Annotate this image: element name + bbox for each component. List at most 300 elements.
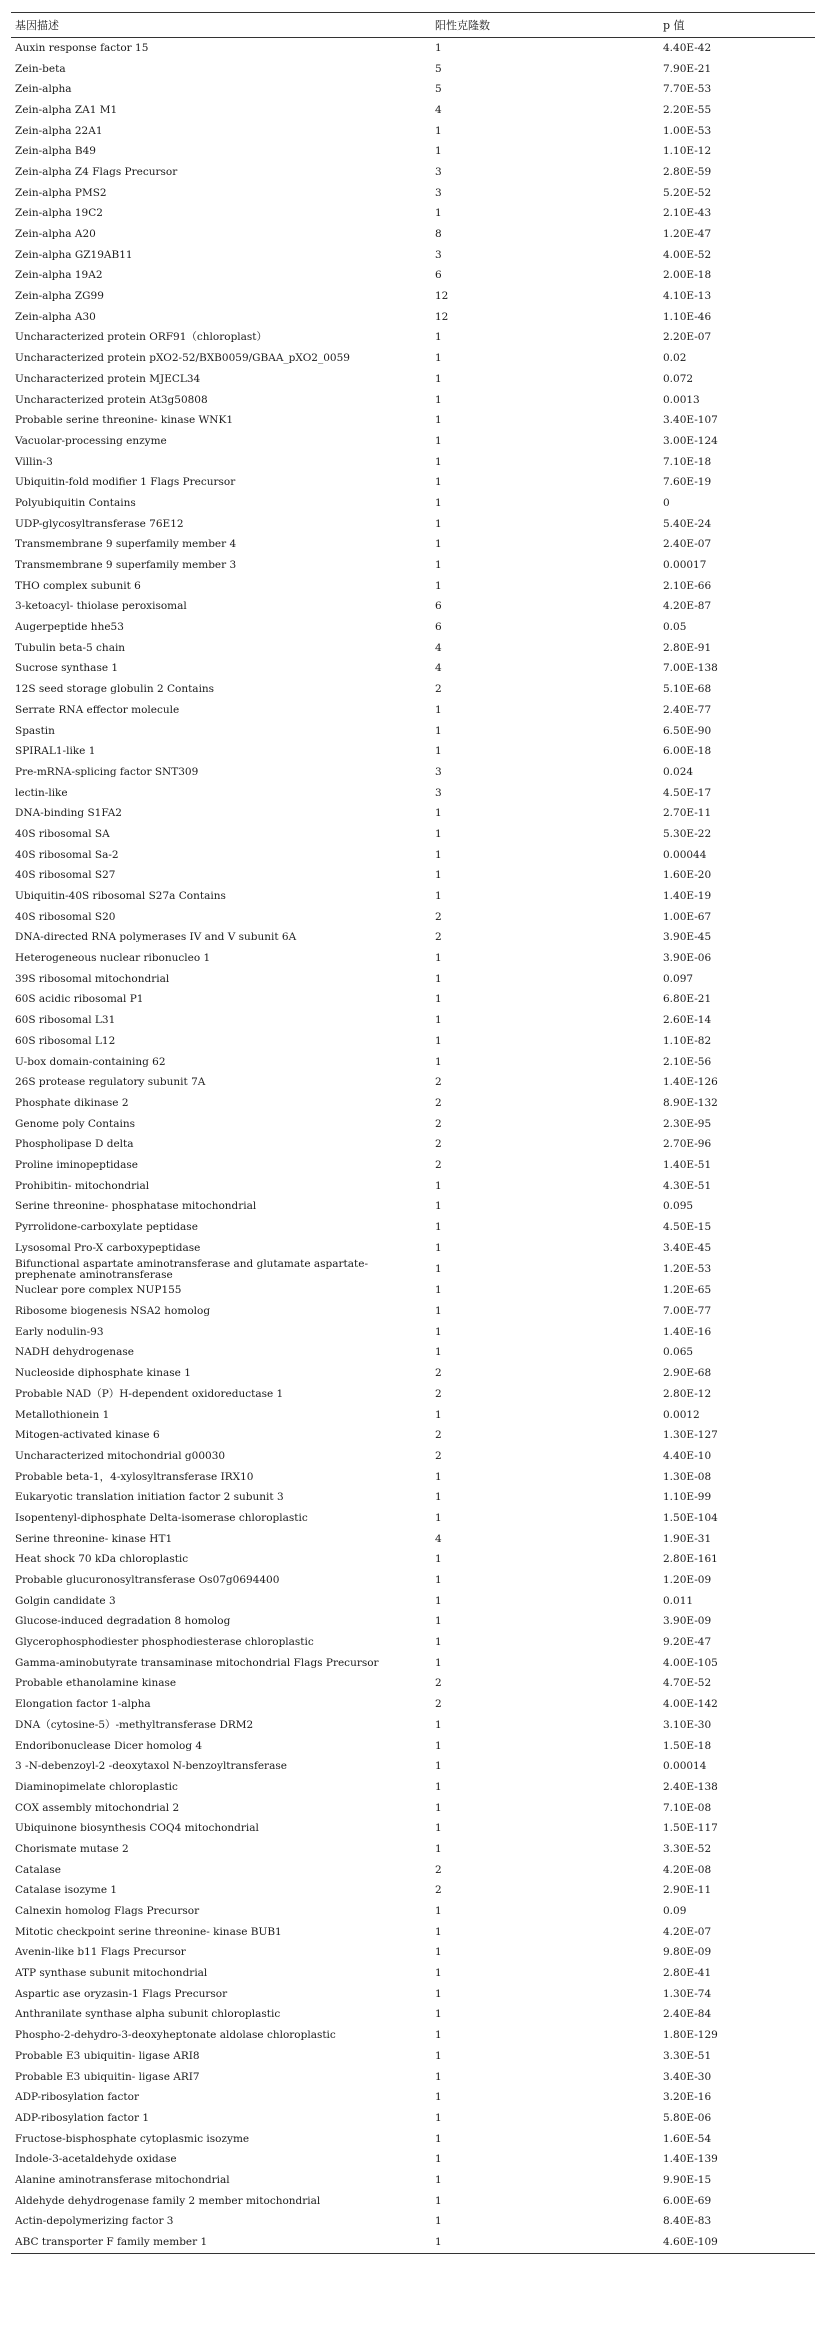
- table-row: [11, 1363, 815, 1384]
- gene-table: [11, 12, 815, 2254]
- table-row: [11, 493, 815, 514]
- gene-description-cell: Zein-beta: [15, 62, 66, 75]
- table-row: [11, 1550, 815, 1571]
- positive-clones-cell: 2: [435, 1096, 442, 1109]
- positive-clones-cell: 1: [435, 1925, 442, 1938]
- p-value-cell: 7.60E-19: [663, 476, 712, 489]
- positive-clones-cell: 1: [435, 145, 442, 158]
- p-value-cell: 4.00E-52: [663, 248, 712, 261]
- p-value-cell: 9.20E-47: [663, 1636, 712, 1649]
- p-value-cell: 4.40E-10: [663, 1449, 712, 1462]
- positive-clones-cell: 1: [435, 207, 442, 220]
- table-row: [11, 1343, 815, 1364]
- gene-description-cell: Zein-alpha PMS2: [15, 186, 107, 199]
- positive-clones-cell: 1: [435, 1346, 442, 1359]
- p-value-cell: 2.80E-161: [663, 1553, 718, 1566]
- gene-description-cell: Vacuolar-processing enzyme: [15, 434, 167, 447]
- positive-clones-cell: 1: [435, 972, 442, 985]
- gene-description-cell: Zein-alpha: [15, 83, 72, 96]
- positive-clones-cell: 1: [435, 2215, 442, 2228]
- table-row: [11, 348, 815, 369]
- p-value-cell: 2.10E-56: [663, 1055, 712, 1068]
- gene-description-cell: Probable NAD（P）H-dependent oxidoreductase 1: [15, 1387, 284, 1400]
- p-value-cell: 0.065: [663, 1346, 694, 1359]
- p-value-cell: 2.00E-18: [663, 269, 712, 282]
- table-row: [11, 1217, 815, 1238]
- table-row: [11, 2025, 815, 2046]
- gene-description-cell: U-box domain-containing 62: [15, 1055, 166, 1068]
- gene-description-cell: Probable E3 ubiquitin- ligase ARI8: [15, 2049, 200, 2062]
- positive-clones-cell: 1: [435, 2070, 442, 2083]
- p-value-cell: 1.20E-53: [663, 1263, 712, 1276]
- table-row: [11, 2005, 815, 2026]
- table-row: [11, 2108, 815, 2129]
- gene-description-cell: Anthranilate synthase alpha subunit chloroplastic: [15, 2008, 281, 2021]
- gene-description-cell: Zein-alpha 19A2: [15, 269, 103, 282]
- p-value-cell: 1.50E-117: [663, 1822, 718, 1835]
- table-row: [11, 1591, 815, 1612]
- positive-clones-cell: 2: [435, 1429, 442, 1442]
- gene-description-cell: Chorismate mutase 2: [15, 1842, 129, 1855]
- p-value-cell: 1.20E-65: [663, 1284, 712, 1297]
- p-value-cell: 6.00E-69: [663, 2194, 712, 2207]
- p-value-cell: 2.70E-96: [663, 1138, 712, 1151]
- gene-description-cell: 12S seed storage globulin 2 Contains: [15, 683, 215, 696]
- gene-description-cell: Endoribonuclease Dicer homolog 4: [15, 1739, 203, 1752]
- p-value-cell: 2.30E-95: [663, 1117, 712, 1130]
- positive-clones-cell: 1: [435, 414, 442, 427]
- gene-description-cell: 40S ribosomal S27: [15, 869, 116, 882]
- table-row: [11, 1322, 815, 1343]
- gene-description-cell: Zein-alpha B49: [15, 145, 96, 158]
- p-value-cell: 4.20E-87: [663, 600, 712, 613]
- p-value-cell: 7.90E-21: [663, 62, 712, 75]
- table-row: [11, 307, 815, 328]
- positive-clones-cell: 3: [435, 248, 442, 261]
- p-value-cell: 1.50E-18: [663, 1739, 712, 1752]
- gene-description-cell: Alanine aminotransferase mitochondrial: [15, 2173, 230, 2186]
- table-row: [11, 1259, 815, 1281]
- table-row: [11, 1963, 815, 1984]
- p-value-cell: 1.50E-104: [663, 1511, 718, 1524]
- positive-clones-cell: 1: [435, 807, 442, 820]
- positive-clones-cell: 1: [435, 476, 442, 489]
- positive-clones-cell: 8: [435, 228, 442, 241]
- gene-description-cell: Aspartic ase oryzasin-1 Flags Precursor: [15, 1987, 228, 2000]
- p-value-cell: 4.10E-13: [663, 290, 712, 303]
- gene-description-cell: 26S protease regulatory subunit 7A: [15, 1076, 206, 1089]
- table-row: [11, 100, 815, 121]
- gene-description-cell: Sucrose synthase 1: [15, 662, 119, 675]
- positive-clones-cell: 1: [435, 1241, 442, 1254]
- gene-description-cell: Ubiquitin-fold modifier 1 Flags Precursor: [15, 476, 236, 489]
- positive-clones-cell: 1: [435, 1760, 442, 1773]
- gene-description-cell: Heat shock 70 kDa chloroplastic: [15, 1553, 189, 1566]
- table-row: [11, 1238, 815, 1259]
- positive-clones-cell: 2: [435, 1884, 442, 1897]
- positive-clones-cell: 2: [435, 1387, 442, 1400]
- positive-clones-cell: 1: [435, 827, 442, 840]
- p-value-cell: 1.20E-47: [663, 228, 712, 241]
- gene-description-cell: ADP-ribosylation factor: [15, 2091, 139, 2104]
- table-row: [11, 1176, 815, 1197]
- p-value-cell: 2.80E-41: [663, 1967, 712, 1980]
- table-row: [11, 679, 815, 700]
- positive-clones-cell: 2: [435, 1076, 442, 1089]
- table-row: [11, 886, 815, 907]
- gene-description-cell: Actin-depolymerizing factor 3: [15, 2215, 174, 2228]
- positive-clones-cell: 1: [435, 2008, 442, 2021]
- p-value-cell: 1.40E-126: [663, 1076, 718, 1089]
- p-value-cell: 4.40E-42: [663, 41, 712, 54]
- positive-clones-cell: 1: [435, 993, 442, 1006]
- gene-description-cell: Zein-alpha GZ19AB11: [15, 248, 133, 261]
- positive-clones-cell: 1: [435, 703, 442, 716]
- positive-clones-cell: 2: [435, 1367, 442, 1380]
- table-row: [11, 266, 815, 287]
- gene-description-cell: Glycerophosphodiester phosphodiesterase chloroplastic: [15, 1636, 314, 1649]
- gene-description-cell: 60S acidic ribosomal P1: [15, 993, 144, 1006]
- gene-description-cell: DNA-binding S1FA2: [15, 807, 122, 820]
- p-value-cell: 3.00E-124: [663, 434, 718, 447]
- positive-clones-cell: 1: [435, 1842, 442, 1855]
- p-value-cell: 0.072: [663, 372, 694, 385]
- table-row: [11, 121, 815, 142]
- p-value-cell: 2.10E-43: [663, 207, 712, 220]
- p-value-cell: 3.90E-09: [663, 1615, 712, 1628]
- table-row: [11, 1653, 815, 1674]
- p-value-cell: 2.90E-11: [663, 1884, 712, 1897]
- table-row: [11, 1860, 815, 1881]
- gene-description-cell: Catalase isozyme 1: [15, 1884, 118, 1897]
- positive-clones-cell: 1: [435, 724, 442, 737]
- positive-clones-cell: 1: [435, 1221, 442, 1234]
- table-row: [11, 2087, 815, 2108]
- gene-description-cell: Nucleoside diphosphate kinase 1: [15, 1367, 191, 1380]
- gene-description-cell: Isopentenyl-diphosphate Delta-isomerase chloroplastic: [15, 1511, 308, 1524]
- p-value-cell: 3.30E-52: [663, 1842, 712, 1855]
- gene-description-cell: Calnexin homolog Flags Precursor: [15, 1905, 200, 1918]
- table-row: [11, 845, 815, 866]
- table-row: [11, 1031, 815, 1052]
- p-value-cell: 0.0012: [663, 1408, 700, 1421]
- gene-description-cell: 39S ribosomal mitochondrial: [15, 972, 170, 985]
- gene-description-cell: Villin-3: [15, 455, 53, 468]
- p-value-cell: 4.50E-17: [663, 786, 712, 799]
- positive-clones-cell: 1: [435, 1946, 442, 1959]
- gene-description-cell: Polyubiquitin Contains: [15, 496, 136, 509]
- gene-description-cell: Lysosomal Pro-X carboxypeptidase: [15, 1241, 201, 1254]
- gene-description-cell: Bifunctional aspartate aminotransferase and glutamate aspartate-prephenate aminotransferase: [15, 1258, 369, 1281]
- positive-clones-cell: 1: [435, 559, 442, 572]
- table-row: [11, 700, 815, 721]
- gene-description-cell: Uncharacterized protein MJECL34: [15, 372, 201, 385]
- positive-clones-cell: 6: [435, 621, 442, 634]
- table-row: [11, 514, 815, 535]
- gene-description-cell: Spastin: [15, 724, 55, 737]
- gene-description-cell: Indole-3-acetaldehyde oxidase: [15, 2153, 177, 2166]
- gene-description-cell: Phospho-2-dehydro-3-deoxyheptonate aldolase chloroplastic: [15, 2029, 336, 2042]
- p-value-cell: 4.20E-07: [663, 1925, 712, 1938]
- table-row: [11, 741, 815, 762]
- positive-clones-cell: 1: [435, 869, 442, 882]
- p-value-cell: 1.30E-74: [663, 1987, 712, 2000]
- gene-description-cell: Phosphate dikinase 2: [15, 1096, 129, 1109]
- table-body: [11, 38, 815, 2254]
- table-row: [11, 1487, 815, 1508]
- table-row: [11, 2046, 815, 2067]
- positive-clones-cell: 1: [435, 1987, 442, 2000]
- gene-description-cell: 60S ribosomal L31: [15, 1014, 116, 1027]
- p-value-cell: 1.10E-99: [663, 1491, 712, 1504]
- table-row: [11, 286, 815, 307]
- gene-description-cell: Uncharacterized protein pXO2-52/BXB0059/GBAA_pXO2_0059: [15, 352, 350, 365]
- table-header: [11, 13, 815, 38]
- gene-description-cell: Zein-alpha Z4 Flags Precursor: [15, 165, 178, 178]
- p-value-cell: 9.90E-15: [663, 2173, 712, 2186]
- table-row: [11, 79, 815, 100]
- table-row: [11, 1736, 815, 1757]
- gene-description-cell: Diaminopimelate chloroplastic: [15, 1780, 178, 1793]
- positive-clones-cell: 1: [435, 455, 442, 468]
- table-row: [11, 1405, 815, 1426]
- positive-clones-cell: 3: [435, 786, 442, 799]
- p-value-cell: 0.02: [663, 352, 687, 365]
- table-row: [11, 328, 815, 349]
- table-row: [11, 1943, 815, 1964]
- p-value-cell: 1.40E-19: [663, 890, 712, 903]
- table-row: [11, 1010, 815, 1031]
- gene-description-cell: Glucose-induced degradation 8 homolog: [15, 1615, 231, 1628]
- positive-clones-cell: 1: [435, 1780, 442, 1793]
- p-value-cell: 3.90E-45: [663, 931, 712, 944]
- p-value-cell: 7.00E-77: [663, 1305, 712, 1318]
- table-row: [11, 1818, 815, 1839]
- gene-description-cell: Elongation factor 1-alpha: [15, 1698, 151, 1711]
- p-value-cell: 1.10E-12: [663, 145, 712, 158]
- table-row: [11, 2067, 815, 2088]
- table-row: [11, 617, 815, 638]
- positive-clones-cell: 1: [435, 952, 442, 965]
- gene-description-cell: Early nodulin-93: [15, 1325, 104, 1338]
- p-value-cell: 3.90E-06: [663, 952, 712, 965]
- positive-clones-cell: 1: [435, 393, 442, 406]
- gene-description-cell: Probable beta-1，4-xylosyltransferase IRX10: [15, 1470, 254, 1483]
- table-row: [11, 576, 815, 597]
- table-row: [11, 1839, 815, 1860]
- p-value-cell: 8.40E-83: [663, 2215, 712, 2228]
- gene-description-cell: Catalase: [15, 1863, 61, 1876]
- p-value-cell: 7.00E-138: [663, 662, 718, 675]
- gene-description-cell: Mitogen-activated kinase 6: [15, 1429, 160, 1442]
- p-value-cell: 3.40E-30: [663, 2070, 712, 2083]
- gene-description-cell: Serine threonine- kinase HT1: [15, 1532, 173, 1545]
- positive-clones-cell: 2: [435, 1138, 442, 1151]
- positive-clones-cell: 1: [435, 331, 442, 344]
- positive-clones-cell: 1: [435, 1408, 442, 1421]
- table-row: [11, 1446, 815, 1467]
- p-value-cell: 3.30E-51: [663, 2049, 712, 2062]
- table-row: [11, 2149, 815, 2170]
- positive-clones-cell: 1: [435, 2194, 442, 2207]
- p-value-cell: 7.10E-18: [663, 455, 712, 468]
- gene-description-cell: Probable ethanolamine kinase: [15, 1677, 177, 1690]
- positive-clones-cell: 1: [431, 2232, 659, 2253]
- positive-clones-cell: 1: [435, 1325, 442, 1338]
- p-value-cell: 2.70E-11: [663, 807, 712, 820]
- positive-clones-cell: 1: [435, 745, 442, 758]
- table-row: [11, 659, 815, 680]
- p-value-cell: 0.011: [663, 1594, 694, 1607]
- table-row: [11, 224, 815, 245]
- positive-clones-cell: 1: [435, 41, 442, 54]
- gene-description-cell: Pre-mRNA-splicing factor SNT309: [15, 765, 199, 778]
- header-row: [11, 13, 815, 38]
- table-row: [11, 141, 815, 162]
- p-value-cell: 3.20E-16: [663, 2091, 712, 2104]
- table-row: [11, 1384, 815, 1405]
- table-row: [11, 452, 815, 473]
- gene-description-cell: Fructose-bisphosphate cytoplasmic isozyme: [15, 2132, 250, 2145]
- p-value-cell: 4.00E-105: [663, 1656, 718, 1669]
- positive-clones-cell: 2: [435, 1698, 442, 1711]
- p-value-cell: 0.095: [663, 1200, 694, 1213]
- gene-description-cell: Pyrrolidone-carboxylate peptidase: [15, 1221, 198, 1234]
- p-value-cell: 1.20E-09: [663, 1574, 712, 1587]
- gene-description-cell: Ubiquitin-40S ribosomal S27a Contains: [15, 890, 226, 903]
- gene-description-cell: SPIRAL1-like 1: [15, 745, 96, 758]
- p-value-cell: 1.80E-129: [663, 2029, 718, 2042]
- positive-clones-cell: 1: [435, 1594, 442, 1607]
- table-row: [11, 1093, 815, 1114]
- p-value-cell: 0.00014: [663, 1760, 707, 1773]
- table-row: [11, 1508, 815, 1529]
- table-row: [11, 1632, 815, 1653]
- table-row: [11, 1694, 815, 1715]
- table-row: [11, 431, 815, 452]
- positive-clones-cell: 1: [435, 1284, 442, 1297]
- p-value-cell: 0.024: [663, 765, 694, 778]
- gene-description-cell: Uncharacterized mitochondrial g00030: [15, 1449, 226, 1462]
- positive-clones-cell: 1: [435, 1739, 442, 1752]
- p-value-cell: 5.80E-06: [663, 2111, 712, 2124]
- p-value-cell: 5.30E-22: [663, 827, 712, 840]
- positive-clones-cell: 1: [435, 579, 442, 592]
- positive-clones-cell: 1: [435, 1718, 442, 1731]
- table-row: [11, 1467, 815, 1488]
- p-value-cell: 5.20E-52: [663, 186, 712, 199]
- positive-clones-cell: 1: [435, 1055, 442, 1068]
- table-row: [11, 948, 815, 969]
- p-value-cell: 4.20E-08: [663, 1863, 712, 1876]
- p-value-cell: 2.40E-77: [663, 703, 712, 716]
- table-row: [11, 2129, 815, 2150]
- gene-description-cell: ABC transporter F family member 1: [11, 2232, 431, 2253]
- table-row: [11, 969, 815, 990]
- positive-clones-cell: 1: [435, 372, 442, 385]
- header-positive-clones: 阳性克隆数: [431, 13, 659, 38]
- table-row: [11, 803, 815, 824]
- p-value-cell: 2.20E-07: [663, 331, 712, 344]
- p-value-cell: 4.00E-142: [663, 1698, 718, 1711]
- table-row: [11, 1197, 815, 1218]
- p-value-cell: 6.80E-21: [663, 993, 712, 1006]
- positive-clones-cell: 1: [435, 2111, 442, 2124]
- p-value-cell: 0: [663, 496, 670, 509]
- header-p-value: p 值: [659, 13, 815, 38]
- gene-description-cell: Aldehyde dehydrogenase family 2 member mitochondrial: [15, 2194, 321, 2207]
- positive-clones-cell: 5: [435, 83, 442, 96]
- gene-description-cell: Auxin response factor 15: [15, 41, 149, 54]
- table-row: [11, 1155, 815, 1176]
- p-value-cell: 7.10E-08: [663, 1801, 712, 1814]
- gene-description-cell: DNA-directed RNA polymerases IV and V subunit 6A: [15, 931, 297, 944]
- table-row: [11, 1114, 815, 1135]
- table-row: [11, 2170, 815, 2191]
- positive-clones-cell: 1: [435, 2049, 442, 2062]
- gene-description-cell: lectin-like: [15, 786, 68, 799]
- positive-clones-cell: 4: [435, 103, 442, 116]
- positive-clones-cell: 1: [435, 1470, 442, 1483]
- gene-description-cell: 40S ribosomal Sa-2: [15, 848, 119, 861]
- p-value-cell: 1.30E-127: [663, 1429, 718, 1442]
- positive-clones-cell: 1: [435, 1801, 442, 1814]
- positive-clones-cell: 2: [435, 910, 442, 923]
- positive-clones-cell: 1: [435, 1636, 442, 1649]
- table-row: [11, 1674, 815, 1695]
- p-value-cell: 1.00E-67: [663, 910, 712, 923]
- positive-clones-cell: 3: [435, 765, 442, 778]
- positive-clones-cell: 2: [435, 931, 442, 944]
- p-value-cell: 1.90E-31: [663, 1532, 712, 1545]
- positive-clones-cell: 1: [435, 1553, 442, 1566]
- gene-description-cell: ADP-ribosylation factor 1: [15, 2111, 150, 2124]
- table-row: [11, 1715, 815, 1736]
- p-value-cell: 2.40E-07: [663, 538, 712, 551]
- positive-clones-cell: 2: [435, 1449, 442, 1462]
- table-row: [11, 245, 815, 266]
- table-row: [11, 907, 815, 928]
- p-value-cell: 3.10E-30: [663, 1718, 712, 1731]
- positive-clones-cell: 6: [435, 600, 442, 613]
- table-row: [11, 1881, 815, 1902]
- p-value-cell: 2.80E-91: [663, 641, 712, 654]
- p-value-cell: 2.40E-84: [663, 2008, 712, 2021]
- table-row: [11, 824, 815, 845]
- gene-description-cell: Zein-alpha A20: [15, 228, 96, 241]
- gene-description-cell: Transmembrane 9 superfamily member 4: [15, 538, 237, 551]
- positive-clones-cell: 1: [435, 1615, 442, 1628]
- gene-description-cell: Gamma-aminobutyrate transaminase mitochondrial Flags Precursor: [15, 1656, 379, 1669]
- gene-description-cell: Transmembrane 9 superfamily member 3: [15, 559, 237, 572]
- positive-clones-cell: 2: [435, 1863, 442, 1876]
- positive-clones-cell: 1: [435, 434, 442, 447]
- p-value-cell: 0.097: [663, 972, 694, 985]
- p-value-cell: 0.0013: [663, 393, 700, 406]
- positive-clones-cell: 1: [435, 1656, 442, 1669]
- p-value-cell: 1.30E-08: [663, 1470, 712, 1483]
- gene-description-cell: Mitotic checkpoint serine threonine- kinase BUB1: [15, 1925, 282, 1938]
- gene-description-cell: Probable glucuronosyltransferase Os07g0694400: [15, 1574, 280, 1587]
- p-value-cell: 1.40E-16: [663, 1325, 712, 1338]
- gene-description-cell: Metallothionein 1: [15, 1408, 110, 1421]
- positive-clones-cell: 2: [435, 1117, 442, 1130]
- table-row: [11, 762, 815, 783]
- positive-clones-cell: 1: [435, 2091, 442, 2104]
- gene-description-cell: COX assembly mitochondrial 2: [15, 1801, 180, 1814]
- p-value-cell: 1.40E-139: [663, 2153, 718, 2166]
- table-row: [11, 1072, 815, 1093]
